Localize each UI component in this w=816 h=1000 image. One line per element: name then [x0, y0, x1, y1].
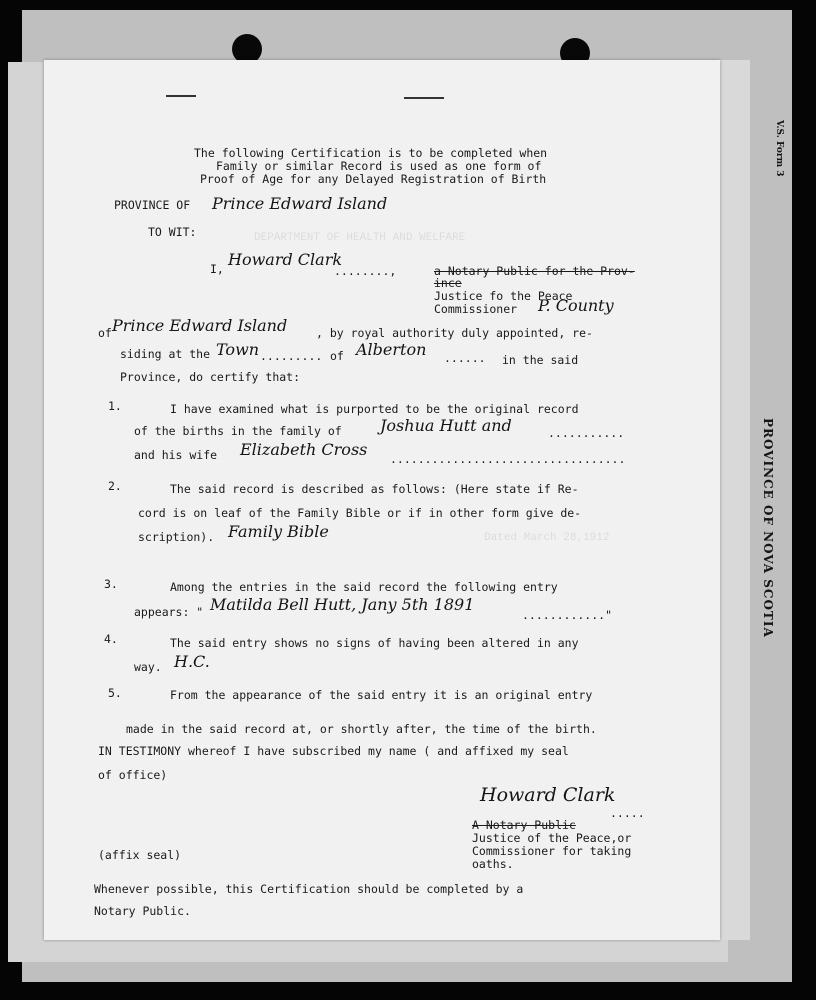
footer-note: Whenever possible, this Certification should be completed by a [94, 882, 524, 896]
certificate-page [44, 60, 720, 940]
item-number: 3. [104, 577, 118, 591]
bleed-through-text: Dated March 28,1912 [484, 532, 610, 544]
province-title-label: PROVINCE OF NOVA SCOTIA [761, 418, 775, 638]
top-mark [404, 97, 444, 99]
item-text: cord is on leaf of the Family Bible or if in other form give de- [138, 506, 582, 520]
item-text: From the appearance of the said entry it is an original entry [170, 688, 593, 702]
item-number: 1. [108, 399, 122, 413]
footer-note: Notary Public. [94, 904, 191, 918]
side-strip [720, 60, 750, 940]
wife-handwritten: Elizabeth Cross [240, 440, 368, 459]
signature-handwritten: Howard Clark [480, 784, 616, 806]
item-number: 4. [104, 632, 118, 646]
initials-handwritten: H.C. [174, 652, 210, 671]
appointed-text: , by royal authority duly appointed, re- [316, 326, 593, 340]
birth-entry-handwritten: Matilda Bell Hutt, Jany 5th 1891 [210, 595, 475, 614]
testimony-text: of office) [98, 768, 168, 782]
place-type-handwritten: Town [216, 340, 260, 359]
certify-statement: Province, do certify that: [120, 370, 301, 384]
signature-title: oaths. [472, 857, 514, 871]
residence-province-handwritten: Prince Edward Island [112, 316, 288, 335]
item-text: Among the entries in the said record the following entry [170, 580, 558, 594]
affix-seal-label: (affix seal) [98, 848, 182, 862]
residence-dots: ......... [260, 349, 323, 363]
header-line: Family or similar Record is used as one form of [216, 159, 542, 173]
item-text: The said record is described as follows: (Here state if Re- [170, 482, 579, 496]
item-text: of the births in the family of [134, 424, 342, 438]
item-text: I have examined what is purported to be the original record [170, 402, 579, 416]
struck-notary-title: a Notary Public for the Prov- [434, 264, 635, 278]
item-text: way. [134, 660, 162, 674]
item-text: The said entry shows no signs of having been altered in any [170, 636, 579, 650]
in-said-label: in the said [502, 353, 579, 367]
bleed-through-text: DEPARTMENT OF HEALTH AND WELFARE [254, 232, 466, 244]
record-description-handwritten: Family Bible [228, 522, 329, 541]
testimony-text: IN TESTIMONY whereof I have subscribed my name ( and affixed my seal [98, 744, 569, 758]
commissioner-title: Commissioner [434, 302, 518, 316]
signature-dots: ..... [610, 806, 645, 820]
residing-label: siding at the [120, 347, 211, 361]
certifier-dots: ........, [334, 264, 397, 278]
county-handwritten: P. County [538, 296, 614, 315]
to-wit-label: TO WIT: [148, 225, 197, 239]
struck-notary-label: A Notary Public [472, 818, 576, 832]
certifier-prefix: I, [210, 262, 224, 276]
header-line: The following Certification is to be completed when [194, 146, 548, 160]
residence-dots: ...... [444, 351, 486, 365]
of-label-2: of [330, 349, 344, 363]
struck-notary-title-cont: ince [434, 276, 462, 290]
header-line: Proof of Age for any Delayed Registration of Birth [200, 172, 547, 186]
province-handwritten: Prince Edward Island [212, 194, 388, 213]
item-text: appears: " [134, 605, 204, 619]
item-text: scription). [138, 530, 215, 544]
item-dots: .................................. [390, 452, 626, 466]
form-number-label: V.S. Form 3 [774, 120, 784, 177]
item-dots: ............" [522, 608, 613, 622]
of-label: of [98, 326, 112, 340]
item-number: 2. [108, 479, 122, 493]
signature-title: Commissioner for taking [472, 844, 632, 858]
item-text: and his wife [134, 448, 218, 462]
item-dots: ........... [548, 426, 625, 440]
town-handwritten: Alberton [356, 340, 427, 359]
certifier-name-handwritten: Howard Clark [228, 250, 343, 269]
province-label: PROVINCE OF [114, 198, 191, 212]
top-mark [166, 95, 196, 97]
justice-title: Justice fo the Peace [434, 289, 573, 303]
item-text: made in the said record at, or shortly after, the time of the birth. [126, 722, 597, 736]
signature-title: Justice of the Peace,or [472, 831, 632, 845]
family-head-handwritten: Joshua Hutt and [380, 416, 512, 435]
item-number: 5. [108, 686, 122, 700]
